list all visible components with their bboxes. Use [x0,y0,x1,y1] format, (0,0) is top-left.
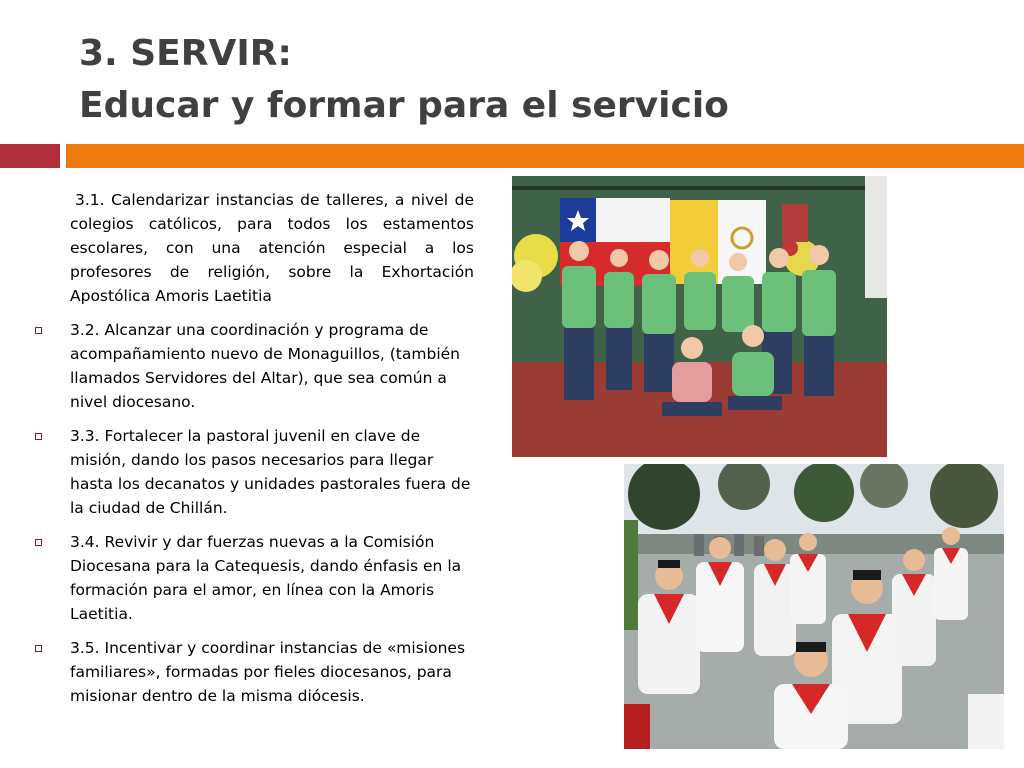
bullet-item [34,424,474,520]
bullet-item [34,530,474,626]
photo-edge-light [865,176,887,298]
photo-youth-group [512,176,887,457]
bullet-text: 3.3. Fortalecer la pastoral juvenil en clave de misión, dando los pasos necesarios para llegar hasta los decanatos y unidades pastorales fuera de la ciudad de Chillán. [70,427,471,517]
square-bullet-icon [35,327,42,334]
photo-altar-servers [624,464,1004,749]
square-bullet-icon [35,645,42,652]
photo-youth-group-illustration [512,176,887,457]
bullet-item [34,318,474,414]
slide-title [79,28,979,132]
photo-altar-servers-illustration [624,464,1004,749]
title-line-2: Educar y formar para el servicio [79,85,729,126]
title-line-1: 3. SERVIR: [79,33,292,74]
accent-bar-orange [66,144,1024,168]
bullet-text: 3.4. Revivir y dar fuerzas nuevas a la Comisión Diocesana para la Catequesis, dando énfasis en la formación para el amor, en línea con la Amoris Laetitia. [70,533,462,623]
square-bullet-icon [35,539,42,546]
accent-bar-red [0,144,60,168]
square-bullet-icon [35,433,42,440]
bullet-item [34,636,474,708]
paragraph-3-1 [34,188,474,308]
paragraph-3-1-text: 3.1. Calendarizar instancias de talleres, a nivel de colegios católicos, para todos los estamentos escolares, con una atención especial a los profesores de religión, sobre la Exhortación Apostólica Amoris Laetitia [70,191,474,305]
bullet-text: 3.5. Incentivar y coordinar instancias de «misiones familiares», formadas por fieles diocesanos, para misionar dentro de la misma diócesis. [70,639,466,705]
bullet-text: 3.2. Alcanzar una coordinación y programa de acompañamiento nuevo de Monaguillos, (también llamados Servidores del Altar), que sea común a nivel diocesano. [70,321,460,411]
body-text [34,188,474,708]
